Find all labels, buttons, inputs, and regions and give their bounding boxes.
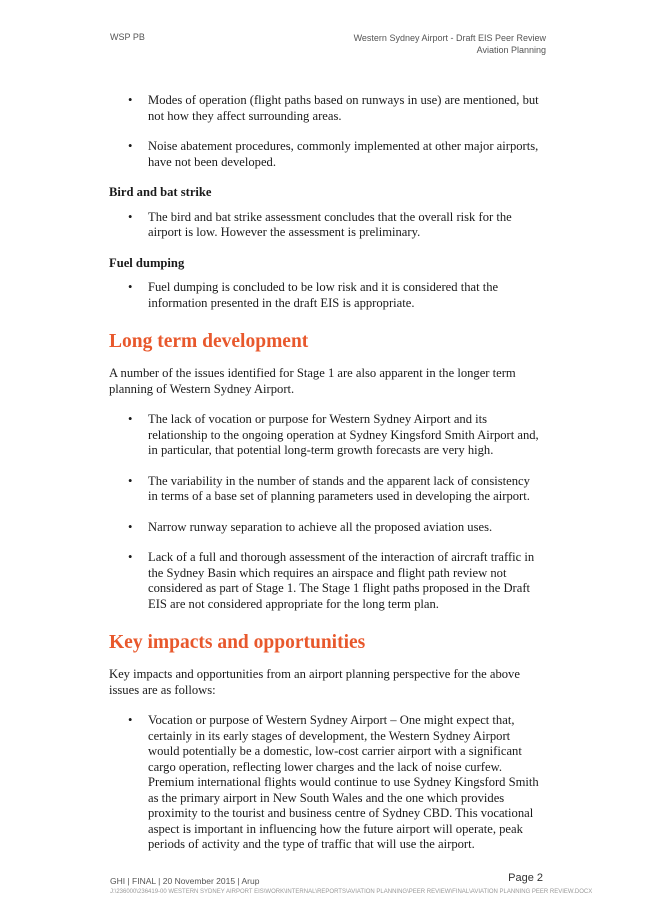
bullet-icon: • bbox=[128, 519, 133, 534]
header-title: Western Sydney Airport - Draft EIS Peer Review bbox=[353, 33, 546, 43]
header-left: WSP PB bbox=[110, 32, 145, 42]
footer-file-path: J:\236000\236419-00 WESTERN SYDNEY AIRPORT EIS\WORK\INTERNAL\REPORTS\AVIATION PLANNING\PEER REVIEW\FINAL\AVIATION PLANNING PEER REVIEW.DOCX bbox=[110, 889, 593, 895]
bullet-list-long-term bbox=[109, 412, 541, 612]
list-item: • The variability in the number of stands and the apparent lack of consistency in terms of a base set of planning parameters used in developing the airport. bbox=[128, 473, 530, 503]
subheading-fuel-dumping: Fuel dumping bbox=[109, 255, 185, 270]
bullet-list-key-impacts bbox=[109, 713, 541, 853]
header-subtitle: Aviation Planning bbox=[476, 45, 546, 55]
subheading-bird-bat: Bird and bat strike bbox=[109, 185, 212, 199]
section-heading-long-term: Long term development bbox=[109, 331, 309, 352]
page-content bbox=[109, 93, 541, 868]
paragraph-key-intro: Key impacts and opportunities from an airport planning perspective for the above issues are as follows: bbox=[109, 667, 520, 697]
paragraph-long-term-intro: A number of the issues identified for Stage 1 are also apparent in the longer term planning of Western Sydney Airport. bbox=[109, 366, 516, 396]
list-item: • The lack of vocation or purpose for Western Sydney Airport and its relationship to the ongoing operation at Sydney Kingsford Smith Airport and, in particular, that potential long-term growth forecasts are very high. bbox=[128, 412, 539, 457]
section-heading-key-impacts: Key impacts and opportunities bbox=[109, 632, 366, 653]
bullet-list-fuel bbox=[109, 280, 541, 311]
bullet-icon: • bbox=[128, 209, 133, 224]
footer-left: GHI | FINAL | 20 November 2015 | Arup bbox=[110, 876, 260, 886]
list-item: • Noise abatement procedures, commonly implemented at other major airports, have not been developed. bbox=[128, 139, 539, 169]
bullet-icon: • bbox=[128, 412, 133, 426]
header-right bbox=[316, 32, 546, 56]
list-item: • Lack of a full and thorough assessment of the interaction of aircraft traffic in the Sydney Basin which requires an airspace and flight path review not considered as part of Stage 1. The Stage 1 flight paths proposed in the Draft EIS are not considered appropriate for the long term plan. bbox=[128, 550, 535, 611]
list-item: • Narrow runway separation to achieve all the proposed aviation uses. bbox=[128, 519, 493, 534]
list-item: • The bird and bat strike assessment concludes that the overall risk for the airport is low. However the assessment is preliminary. bbox=[128, 209, 512, 239]
list-item: • Modes of operation (flight paths based on runways in use) are mentioned, but not how they affect surrounding areas. bbox=[128, 93, 539, 123]
bullet-icon: • bbox=[128, 713, 133, 727]
bullet-icon: • bbox=[128, 139, 133, 153]
bullet-icon: • bbox=[128, 93, 133, 107]
bullet-list-bird bbox=[109, 210, 541, 241]
bullet-icon: • bbox=[128, 280, 133, 294]
page-number: Page 2 bbox=[508, 872, 543, 884]
bullet-icon: • bbox=[128, 473, 133, 488]
bullet-list-operations bbox=[109, 93, 541, 170]
list-item: • Vocation or purpose of Western Sydney Airport – One might expect that, certainly in its early stages of development, the Western Sydney Airport would potentially be a domestic, low-cost carrier airport with a significant cargo operation, reflecting lower charges and the lack of noise curfew. Premium international flights would continue to use Sydney Kingsford Smith as the primary airport in New South Wales and the one which provides proximity to the tourist and business centre of Sydney CBD. This vocational aspect is important in influencing how the future airport will operate, peak periods of activity and the type of traffic that will use the airport. bbox=[128, 713, 539, 851]
bullet-icon: • bbox=[128, 550, 133, 564]
list-item: • Fuel dumping is concluded to be low risk and it is considered that the information presented in the draft EIS is appropriate. bbox=[128, 280, 499, 310]
